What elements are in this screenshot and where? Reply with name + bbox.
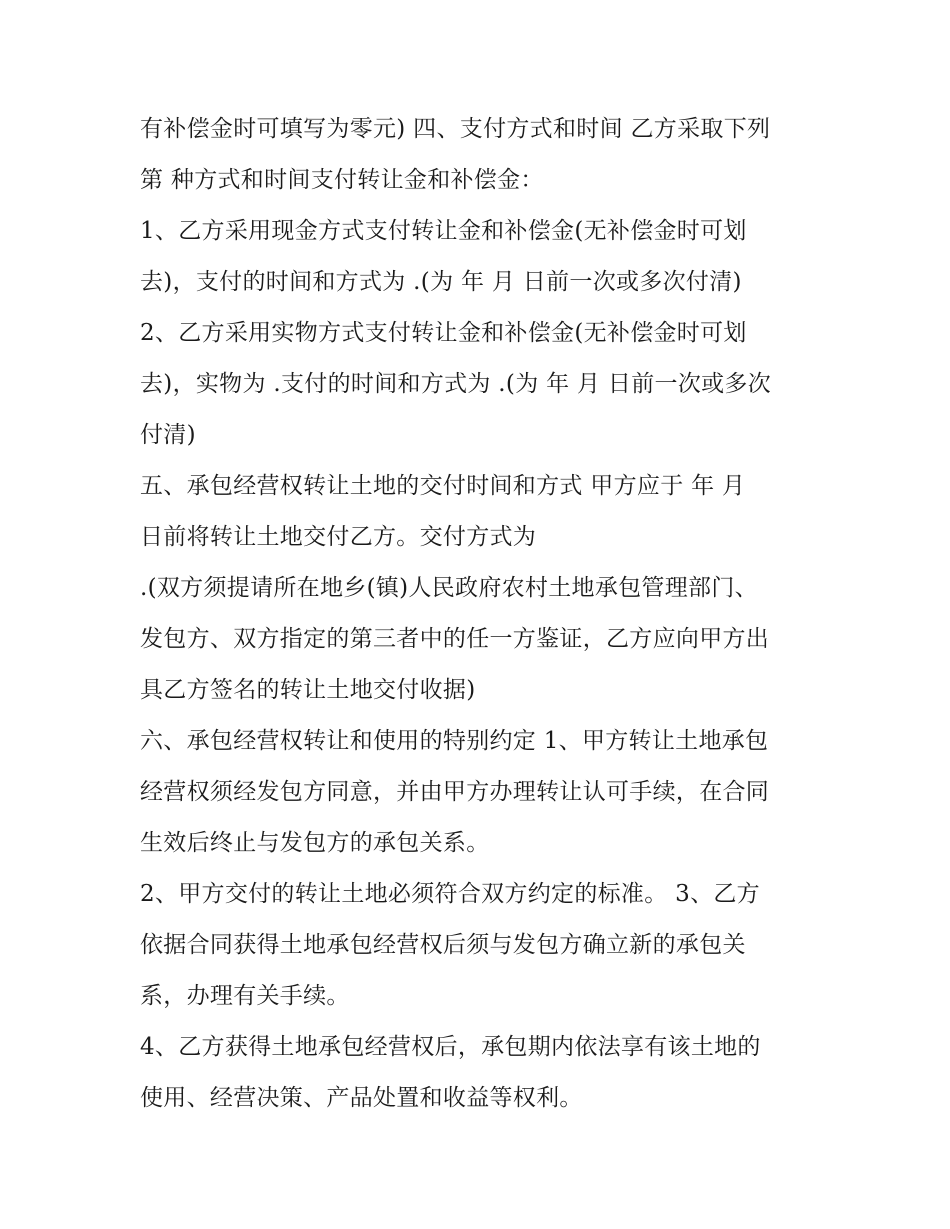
text-line-6: 去)，实物为 .支付的时间和方式为 .(为 年 月 日前一次或多次 xyxy=(140,371,772,397)
text-line-1: 有补偿金时可填写为零元) 四、支付方式和时间 乙方采取下列 xyxy=(140,116,771,142)
text-line-8: 五、承包经营权转让土地的交付时间和方式 甲方应于 年 月 xyxy=(140,473,746,499)
text-line-13: 六、承包经营权转让和使用的特别约定 1、甲方转让土地承包 xyxy=(140,728,769,754)
text-line-20: 使用、经营决策、产品处置和收益等权利。 xyxy=(140,1085,583,1111)
text-line-2: 第 种方式和时间支付转让金和补偿金： xyxy=(140,167,544,193)
text-line-19: 4、乙方获得土地承包经营权后，承包期内依法享有该土地的 xyxy=(140,1034,761,1060)
text-line-5: 2、乙方采用实物方式支付转让金和补偿金(无补偿金时可划 xyxy=(140,320,747,346)
text-line-9: 日前将转让土地交付乙方。交付方式为 xyxy=(140,524,537,550)
text-line-12: 具乙方签名的转让土地交付收据) xyxy=(140,677,476,703)
text-line-18: 系，办理有关手续。 xyxy=(140,983,350,1009)
text-line-7: 付清) xyxy=(140,422,196,448)
text-line-15: 生效后终止与发包方的承包关系。 xyxy=(140,830,490,856)
text-line-11: 发包方、双方指定的第三者中的任一方鉴证，乙方应向甲方出 xyxy=(140,626,770,652)
text-line-14: 经营权须经发包方同意，并由甲方办理转让认可手续，在合同 xyxy=(140,779,770,805)
text-line-4: 去)，支付的时间和方式为 .(为 年 月 日前一次或多次付清) xyxy=(140,269,742,295)
text-line-10: .(双方须提请所在地乡(镇)人民政府农村土地承包管理部门、 xyxy=(140,575,758,601)
text-line-16: 2、甲方交付的转让土地必须符合双方约定的标准。 3、乙方 xyxy=(140,881,760,907)
document-body xyxy=(140,104,820,1124)
text-line-17: 依据合同获得土地承包经营权后须与发包方确立新的承包关 xyxy=(140,932,746,958)
text-line-3: 1、乙方采用现金方式支付转让金和补偿金(无补偿金时可划 xyxy=(140,218,747,244)
